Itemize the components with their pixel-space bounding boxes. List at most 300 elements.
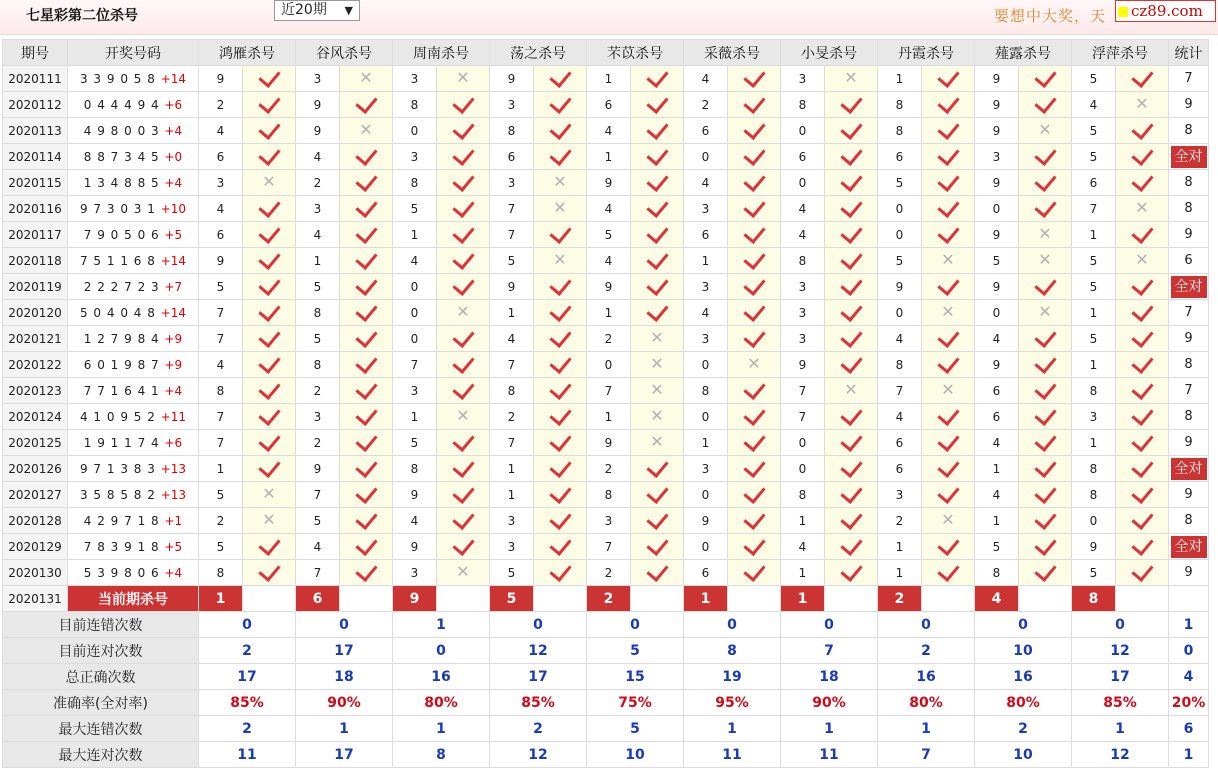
stats-value: 11 (781, 742, 878, 768)
result-mark-cell (631, 326, 684, 352)
draw-numbers-cell (68, 352, 199, 378)
check-icon (1131, 508, 1153, 530)
result-mark-cell (1019, 378, 1072, 404)
result-mark-cell (243, 534, 296, 560)
result-mark-cell (825, 508, 878, 534)
check-icon (1131, 456, 1153, 478)
check-icon (355, 248, 377, 270)
stats-value: 18 (296, 664, 393, 690)
kill-number-cell: 6 (199, 222, 243, 248)
check-icon (355, 326, 377, 348)
stats-value: 7 (781, 638, 878, 664)
result-mark-cell (1116, 404, 1169, 430)
stats-value: 16 (878, 664, 975, 690)
result-mark-cell (922, 508, 975, 534)
count-cell (1169, 92, 1209, 118)
stats-total: 1 (1169, 612, 1209, 638)
kill-number-cell: 0 (684, 404, 728, 430)
col-header-draw: 开奖号码 (68, 40, 199, 66)
check-icon (258, 66, 280, 88)
check-icon (840, 456, 862, 478)
result-mark-cell (728, 144, 781, 170)
check-icon (549, 404, 571, 426)
result-mark-cell (243, 300, 296, 326)
stats-value: 0 (490, 612, 587, 638)
result-mark-cell (728, 378, 781, 404)
kill-number-cell: 0 (1072, 508, 1116, 534)
stats-value: 2 (199, 716, 296, 742)
kill-number-cell: 3 (296, 404, 340, 430)
check-icon (549, 482, 571, 504)
result-mark-cell (1019, 196, 1072, 222)
check-icon (840, 300, 862, 322)
draw-digits: 9 7 1 3 8 3 (79, 461, 156, 476)
kill-number-cell: 3 (1072, 404, 1116, 430)
current-kill-number: 6 (296, 586, 340, 612)
count-cell (1169, 274, 1209, 300)
result-mark-cell (825, 560, 878, 586)
result-mark-cell (437, 196, 490, 222)
kill-number-cell: 9 (975, 170, 1019, 196)
check-icon (646, 222, 668, 244)
draw-digits: 1 3 4 8 8 5 (83, 175, 160, 190)
cross-icon: ✕ (1038, 120, 1052, 139)
draw-sum: +13 (160, 461, 187, 476)
result-mark-cell (340, 430, 393, 456)
result-mark-cell (728, 560, 781, 586)
draw-sum: +4 (164, 123, 183, 138)
result-mark-cell (922, 534, 975, 560)
stats-row (3, 690, 1209, 716)
col-header-expert: 鸿雁杀号 (199, 40, 296, 66)
draw-digits: 8 8 7 3 4 5 (83, 149, 160, 164)
draw-digits: 7 7 1 6 4 1 (83, 383, 160, 398)
draw-numbers-cell (68, 66, 199, 92)
draw-sum: +9 (164, 357, 183, 372)
stats-value: 1 (1072, 716, 1169, 742)
stats-value: 17 (296, 742, 393, 768)
result-mark-cell (728, 404, 781, 430)
result-mark-cell (340, 534, 393, 560)
result-mark-cell (437, 170, 490, 196)
check-icon (452, 170, 474, 192)
check-icon (1034, 92, 1056, 114)
kill-number-cell: 8 (1072, 456, 1116, 482)
result-mark-cell (340, 404, 393, 430)
check-icon (743, 482, 765, 504)
stats-value: 85% (490, 690, 587, 716)
result-mark-cell (243, 560, 296, 586)
check-icon (549, 378, 571, 400)
check-icon (258, 326, 280, 348)
result-mark-cell (534, 248, 587, 274)
kill-number-cell: 7 (296, 482, 340, 508)
kill-number-cell: 1 (684, 430, 728, 456)
stats-value: 0 (975, 612, 1072, 638)
result-mark-cell (1116, 352, 1169, 378)
kill-number-cell: 4 (975, 482, 1019, 508)
stats-label: 总正确次数 (3, 664, 199, 690)
stats-value: 15 (587, 664, 684, 690)
issue-cell: 2020115 (3, 170, 68, 196)
result-mark-cell (825, 534, 878, 560)
stats-value: 0 (199, 612, 296, 638)
result-mark-cell (1116, 118, 1169, 144)
col-header-expert: 小旻杀号 (781, 40, 878, 66)
result-mark-cell (1116, 378, 1169, 404)
result-mark-cell (825, 274, 878, 300)
result-mark-cell (534, 170, 587, 196)
stats-value: 85% (1072, 690, 1169, 716)
check-icon (1131, 352, 1153, 374)
check-icon (549, 560, 571, 582)
check-icon (452, 326, 474, 348)
kill-number-cell: 5 (1072, 560, 1116, 586)
cross-icon: ✕ (1135, 198, 1149, 217)
cross-icon: ✕ (650, 380, 664, 399)
kill-number-cell: 5 (1072, 118, 1116, 144)
kill-number-cell: 8 (587, 482, 631, 508)
kill-number-cell: 0 (781, 430, 825, 456)
table-row (3, 352, 1209, 378)
check-icon (452, 352, 474, 374)
current-issue-row (3, 586, 1209, 612)
check-icon (355, 170, 377, 192)
cross-icon: ✕ (262, 484, 276, 503)
result-mark-cell (340, 326, 393, 352)
check-icon (258, 534, 280, 556)
kill-number-cell: 9 (490, 66, 534, 92)
kill-number-cell: 7 (490, 352, 534, 378)
kill-number-cell: 6 (878, 430, 922, 456)
kill-number-cell: 2 (296, 378, 340, 404)
result-mark-cell (922, 144, 975, 170)
check-icon (1131, 378, 1153, 400)
kill-number-cell: 3 (684, 274, 728, 300)
current-kill-number: 9 (393, 586, 437, 612)
kill-number-cell: 3 (781, 274, 825, 300)
check-icon (452, 534, 474, 556)
kill-number-cell: 3 (490, 92, 534, 118)
kill-number-cell: 4 (587, 118, 631, 144)
draw-numbers-cell (68, 274, 199, 300)
stats-label: 目前连对次数 (3, 638, 199, 664)
table-row (3, 430, 1209, 456)
result-mark-cell (340, 482, 393, 508)
current-kill-number: 8 (1072, 586, 1116, 612)
result-mark-cell (243, 274, 296, 300)
col-header-expert: 芣苡杀号 (587, 40, 684, 66)
current-kill-spacer (922, 586, 975, 612)
result-mark-cell (243, 482, 296, 508)
draw-sum: +4 (164, 565, 183, 580)
check-icon (355, 508, 377, 530)
check-icon (937, 430, 959, 452)
stats-value: 0 (1072, 612, 1169, 638)
table-row (3, 170, 1209, 196)
kill-number-cell: 1 (1072, 300, 1116, 326)
kill-number-cell: 1 (490, 300, 534, 326)
kill-number-cell: 3 (393, 144, 437, 170)
kill-number-cell: 8 (975, 560, 1019, 586)
result-mark-cell (728, 66, 781, 92)
cross-icon: ✕ (359, 120, 373, 139)
draw-sum: +14 (160, 71, 187, 86)
kill-number-cell: 1 (1072, 430, 1116, 456)
kill-number-cell: 8 (684, 378, 728, 404)
count-value: 7 (1184, 383, 1193, 398)
kill-number-cell: 0 (684, 352, 728, 378)
check-icon (937, 274, 959, 296)
check-icon (1131, 326, 1153, 348)
draw-digits: 1 9 1 1 7 4 (83, 435, 160, 450)
kill-number-cell: 4 (199, 196, 243, 222)
result-mark-cell (922, 274, 975, 300)
result-mark-cell (922, 66, 975, 92)
kill-number-cell: 9 (975, 274, 1019, 300)
check-icon (549, 456, 571, 478)
cross-icon: ✕ (941, 302, 955, 321)
cross-icon: ✕ (1135, 250, 1149, 269)
issue-cell: 2020114 (3, 144, 68, 170)
count-cell (1169, 352, 1209, 378)
stats-value: 80% (975, 690, 1072, 716)
result-mark-cell (1019, 92, 1072, 118)
kill-number-cell: 7 (1072, 196, 1116, 222)
check-icon (743, 92, 765, 114)
result-mark-cell (437, 560, 490, 586)
kill-number-cell: 4 (587, 196, 631, 222)
check-icon (549, 222, 571, 244)
draw-sum: +11 (160, 409, 187, 424)
check-icon (937, 326, 959, 348)
current-kill-spacer (437, 586, 490, 612)
kill-number-cell: 8 (199, 560, 243, 586)
stats-value: 0 (878, 612, 975, 638)
check-icon (452, 456, 474, 478)
stats-value: 10 (587, 742, 684, 768)
check-icon (840, 534, 862, 556)
cross-icon: ✕ (359, 68, 373, 87)
col-header-expert: 周南杀号 (393, 40, 490, 66)
check-icon (840, 404, 862, 426)
kill-number-cell: 5 (1072, 326, 1116, 352)
cross-icon: ✕ (941, 380, 955, 399)
chevron-down-icon: ▼ (344, 4, 353, 17)
cross-icon: ✕ (650, 432, 664, 451)
count-value: 8 (1184, 123, 1193, 138)
check-icon (258, 222, 280, 244)
kill-number-cell: 8 (393, 170, 437, 196)
result-mark-cell (631, 404, 684, 430)
kill-number-cell: 6 (878, 456, 922, 482)
kill-number-cell: 8 (1072, 482, 1116, 508)
check-icon (355, 482, 377, 504)
result-mark-cell (728, 326, 781, 352)
kill-number-cell: 1 (878, 66, 922, 92)
table-row (3, 482, 1209, 508)
result-mark-cell (631, 66, 684, 92)
kill-number-cell: 4 (199, 352, 243, 378)
check-icon (743, 404, 765, 426)
draw-digits: 9 7 3 0 3 1 (79, 201, 156, 216)
current-kill-label: 当前期杀号 (68, 586, 199, 612)
result-mark-cell (243, 170, 296, 196)
draw-sum: +4 (164, 175, 183, 190)
result-mark-cell (340, 378, 393, 404)
count-value: 8 (1184, 357, 1193, 372)
check-icon (1034, 482, 1056, 504)
kill-number-cell: 5 (393, 430, 437, 456)
kill-number-cell: 6 (490, 144, 534, 170)
kill-number-cell: 8 (296, 300, 340, 326)
cross-icon: ✕ (262, 172, 276, 191)
result-mark-cell (340, 170, 393, 196)
stats-value: 0 (587, 612, 684, 638)
kill-number-cell: 4 (781, 222, 825, 248)
kill-number-cell: 1 (975, 508, 1019, 534)
result-mark-cell (728, 248, 781, 274)
kill-number-cell: 6 (975, 404, 1019, 430)
count-value: 7 (1184, 305, 1193, 320)
kill-number-cell: 0 (975, 196, 1019, 222)
result-mark-cell (437, 326, 490, 352)
stats-total: 4 (1169, 664, 1209, 690)
kill-number-cell: 3 (296, 196, 340, 222)
kill-number-cell: 4 (781, 196, 825, 222)
check-icon (355, 456, 377, 478)
stats-total: 0 (1169, 638, 1209, 664)
kill-number-cell: 7 (393, 352, 437, 378)
check-icon (743, 560, 765, 582)
check-icon (840, 222, 862, 244)
check-icon (646, 534, 668, 556)
result-mark-cell (534, 144, 587, 170)
issue-cell: 2020117 (3, 222, 68, 248)
kill-number-cell: 9 (296, 92, 340, 118)
result-mark-cell (922, 430, 975, 456)
check-icon (840, 560, 862, 582)
kill-number-cell: 3 (490, 508, 534, 534)
check-icon (743, 196, 765, 218)
check-icon (258, 300, 280, 322)
check-icon (743, 300, 765, 322)
kill-number-cell: 1 (781, 508, 825, 534)
kill-number-cell: 5 (296, 508, 340, 534)
check-icon (258, 404, 280, 426)
check-icon (743, 508, 765, 530)
kill-number-table (2, 39, 1209, 768)
result-mark-cell (631, 534, 684, 560)
stats-value: 12 (1072, 742, 1169, 768)
kill-number-cell: 4 (490, 326, 534, 352)
result-mark-cell (534, 118, 587, 144)
stats-value: 1 (393, 716, 490, 742)
draw-sum: +13 (160, 487, 187, 502)
count-cell (1169, 560, 1209, 586)
current-kill-number: 1 (781, 586, 825, 612)
check-icon (549, 508, 571, 530)
current-kill-spacer (825, 586, 878, 612)
cross-icon: ✕ (747, 354, 761, 373)
col-header-expert: 谷风杀号 (296, 40, 393, 66)
result-mark-cell (437, 534, 490, 560)
current-kill-number: 1 (684, 586, 728, 612)
kill-number-cell: 8 (781, 482, 825, 508)
draw-digits: 4 9 8 0 0 3 (83, 123, 160, 138)
result-mark-cell (631, 196, 684, 222)
check-icon (937, 144, 959, 166)
stats-value: 19 (684, 664, 781, 690)
result-mark-cell (728, 534, 781, 560)
check-icon (1034, 66, 1056, 88)
kill-number-cell: 3 (393, 560, 437, 586)
result-mark-cell (1116, 274, 1169, 300)
kill-number-cell: 5 (296, 326, 340, 352)
result-mark-cell (243, 456, 296, 482)
check-icon (355, 430, 377, 452)
kill-number-cell: 4 (975, 430, 1019, 456)
kill-number-cell: 9 (296, 456, 340, 482)
check-icon (743, 534, 765, 556)
draw-sum: +5 (164, 227, 183, 242)
check-icon (1034, 144, 1056, 166)
table-row (3, 300, 1209, 326)
check-icon (840, 144, 862, 166)
check-icon (1034, 430, 1056, 452)
check-icon (1131, 300, 1153, 322)
check-icon (355, 274, 377, 296)
stats-value: 80% (393, 690, 490, 716)
count-cell (1169, 430, 1209, 456)
result-mark-cell (1116, 196, 1169, 222)
check-icon (355, 196, 377, 218)
result-mark-cell (243, 92, 296, 118)
check-icon (1131, 560, 1153, 582)
result-mark-cell (1116, 170, 1169, 196)
result-mark-cell (1116, 456, 1169, 482)
check-icon (549, 326, 571, 348)
check-icon (1131, 66, 1153, 88)
draw-digits: 5 3 9 8 0 6 (83, 565, 160, 580)
kill-number-cell: 0 (878, 300, 922, 326)
stats-row (3, 664, 1209, 690)
result-mark-cell (534, 352, 587, 378)
period-select[interactable] (274, 0, 360, 21)
check-icon (452, 274, 474, 296)
stats-value: 0 (393, 638, 490, 664)
result-mark-cell (825, 92, 878, 118)
result-mark-cell (437, 92, 490, 118)
all-correct-badge: 全对 (1171, 146, 1207, 168)
check-icon (646, 300, 668, 322)
site-logo[interactable] (1115, 0, 1216, 22)
draw-digits: 0 4 4 4 9 4 (83, 97, 160, 112)
col-header-expert: 采薇杀号 (684, 40, 781, 66)
kill-number-cell: 7 (199, 404, 243, 430)
current-kill-number: 1 (199, 586, 243, 612)
check-icon (1131, 430, 1153, 452)
kill-number-cell: 8 (878, 92, 922, 118)
result-mark-cell (437, 352, 490, 378)
result-mark-cell (340, 118, 393, 144)
kill-number-cell: 8 (490, 378, 534, 404)
table-row (3, 66, 1209, 92)
kill-number-cell: 2 (199, 92, 243, 118)
stats-value: 0 (781, 612, 878, 638)
logo-text: cz89.com (1131, 2, 1203, 20)
result-mark-cell (728, 430, 781, 456)
